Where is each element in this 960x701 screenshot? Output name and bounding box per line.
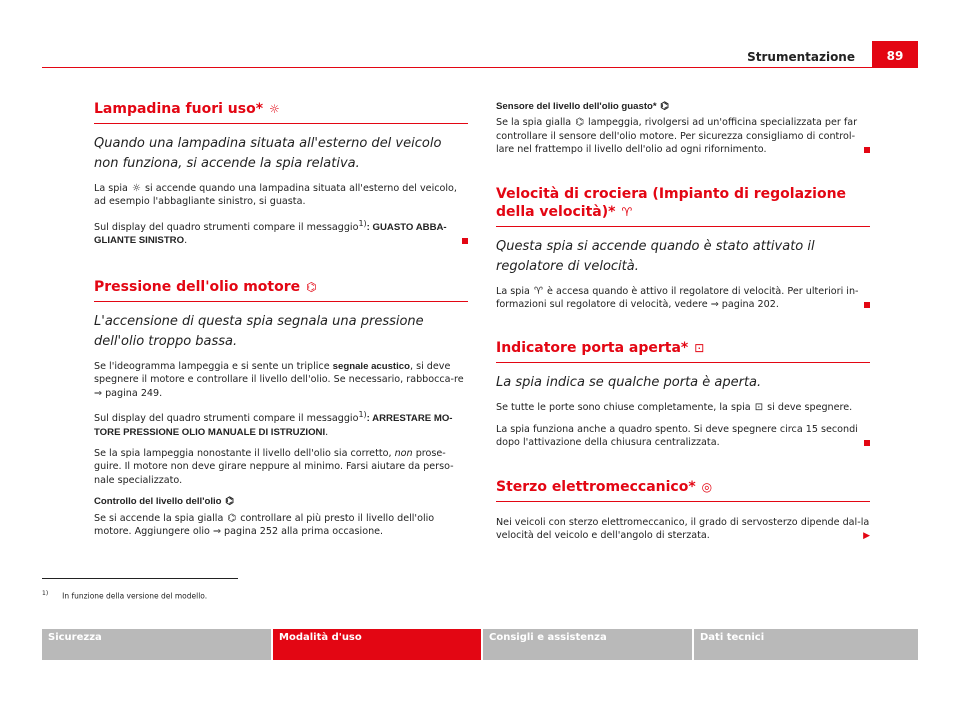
door-open-icon: ⊡ <box>754 402 764 414</box>
running-header-title: Strumentazione <box>747 50 855 64</box>
cruise-control-icon: ♈ <box>621 204 633 219</box>
cruise-control-icon: ♈ <box>533 285 543 297</box>
paragraph: Sul display del quadro strumenti compare il messaggio$^{1)}$: ARRESTARE MO-TORE PRESSIONE OLIO MANUALE DI ISTRUZIONI. <box>94 410 453 438</box>
bulb-failure-icon: ☼ <box>131 183 141 194</box>
section-title-bulb: Lampadina fuori uso* ☼ <box>94 101 280 117</box>
footnote-rule <box>42 578 238 579</box>
paragraph: Se la spia gialla ⌬ lampeggia, rivolgersi ad un'officina specializzata per far controllare il sensore dell'olio motore. Per sicurezza consigliamo di control-lare nel frattempo il livello dell'olio ad ogni rifornimento. <box>496 116 870 156</box>
header-rule <box>42 67 872 68</box>
section-lead: Quando una lampadina situata all'esterno del veicolo non funziona, si accende la spia relativa. <box>94 136 442 171</box>
steering-icon: ◎ <box>701 479 713 494</box>
paragraph: Se l'ideogramma lampeggia e si sente un triplice segnale acustico, si deve spegnere il motore e controllare il livello dell'olio. Se necessario, rabbocca-re ⇒ pagina 249. <box>94 360 464 399</box>
section-end-marker <box>864 147 870 153</box>
paragraph: La spia ♈ è accesa quando è attivo il regolatore di velocità. Per ulteriori in-formazioni sul regolatore di velocità, vedere ⇒ pagina 202. <box>496 285 870 312</box>
paragraph: La spia funziona anche a quadro spento. Si deve spegnere circa 15 secondi dopo l'attivazione della chiusura centralizzata. <box>496 423 870 450</box>
paragraph: Se tutte le porte sono chiuse completamente, la spia ⊡ si deve spegnere. <box>496 402 853 414</box>
bulb-failure-icon: ☼ <box>269 102 280 116</box>
oil-can-icon: ⌬ <box>225 496 234 508</box>
oil-can-icon: ⌬ <box>575 117 584 129</box>
section-title-steering: Sterzo elettromeccanico* ◎ <box>496 478 713 495</box>
page-number: 89 <box>872 41 918 68</box>
footer-tab-modalita-uso[interactable]: Modalità d'uso <box>273 629 481 660</box>
left-column <box>94 100 468 538</box>
section-lead: La spia indica se qualche porta è aperta. <box>496 375 762 391</box>
footer-tab-consigli-assistenza[interactable]: Consigli e assistenza <box>483 629 692 660</box>
oil-can-icon: ⌬ <box>306 279 317 294</box>
section-end-marker <box>864 302 870 308</box>
section-title-oil-pressure: Pressione dell'olio motore ⌬ <box>94 278 317 295</box>
subheading: Sensore del livello dell'olio guasto* ⌬ <box>496 101 670 112</box>
section-end-marker <box>864 440 870 446</box>
footer-tab-dati-tecnici[interactable]: Dati tecnici <box>694 629 918 660</box>
paragraph: Sul display del quadro strumenti compare il messaggio$^{1)}$: GUASTO ABBA-GLIANTE SINISTRO. <box>94 217 468 248</box>
paragraph: Nei veicoli con sterzo elettromeccanico, il grado di servosterzo dipende dal-la velocità del veicolo e dell'angolo di sterzata. ▶ <box>496 516 870 543</box>
paragraph: Se la spia lampeggia nonostante il livello dell'olio sia corretto, non prose-guire. Il motore non deve girare neppure al minimo. Farsi aiutare da perso-nale specializzato. <box>94 448 454 486</box>
oil-can-icon: ⌬ <box>660 101 670 112</box>
right-column <box>496 100 870 543</box>
paragraph: La spia ☼ si accende quando una lampadina situata all'esterno del veicolo, ad esempio l'abbagliante sinistro, si guasta. <box>94 183 457 208</box>
paragraph: Se si accende la spia gialla ⌬ controllare al più presto il livello dell'olio motore. Aggiungere olio ⇒ pagina 252 alla prima occasione. <box>94 512 435 538</box>
section-title-door-open: Indicatore porta aperta* ⊡ <box>496 340 705 357</box>
section-lead: L'accensione di questa spia segnala una pressione dell'olio troppo bassa. <box>94 313 424 349</box>
section-rule <box>94 301 468 302</box>
section-rule <box>496 501 870 502</box>
footnote: $^{1)}$ In funzione della versione del modello. <box>42 590 208 601</box>
section-rule <box>496 226 870 227</box>
section-title-cruise-control: Velocità di crociera (Impianto di regolazione della velocità)* ♈ <box>496 185 847 220</box>
subheading: Controllo del livello dell'olio ⌬ <box>94 496 234 508</box>
footer-tab-sicurezza[interactable]: Sicurezza <box>42 629 271 660</box>
section-rule <box>94 123 468 124</box>
continue-arrow-icon: ▶ <box>863 531 870 542</box>
door-open-icon: ⊡ <box>694 341 705 356</box>
section-rule <box>496 362 870 363</box>
section-end-marker <box>462 238 468 244</box>
oil-can-icon: ⌬ <box>227 512 237 524</box>
section-lead: Questa spia si accende quando è stato attivato il regolatore di velocità. <box>496 238 815 274</box>
